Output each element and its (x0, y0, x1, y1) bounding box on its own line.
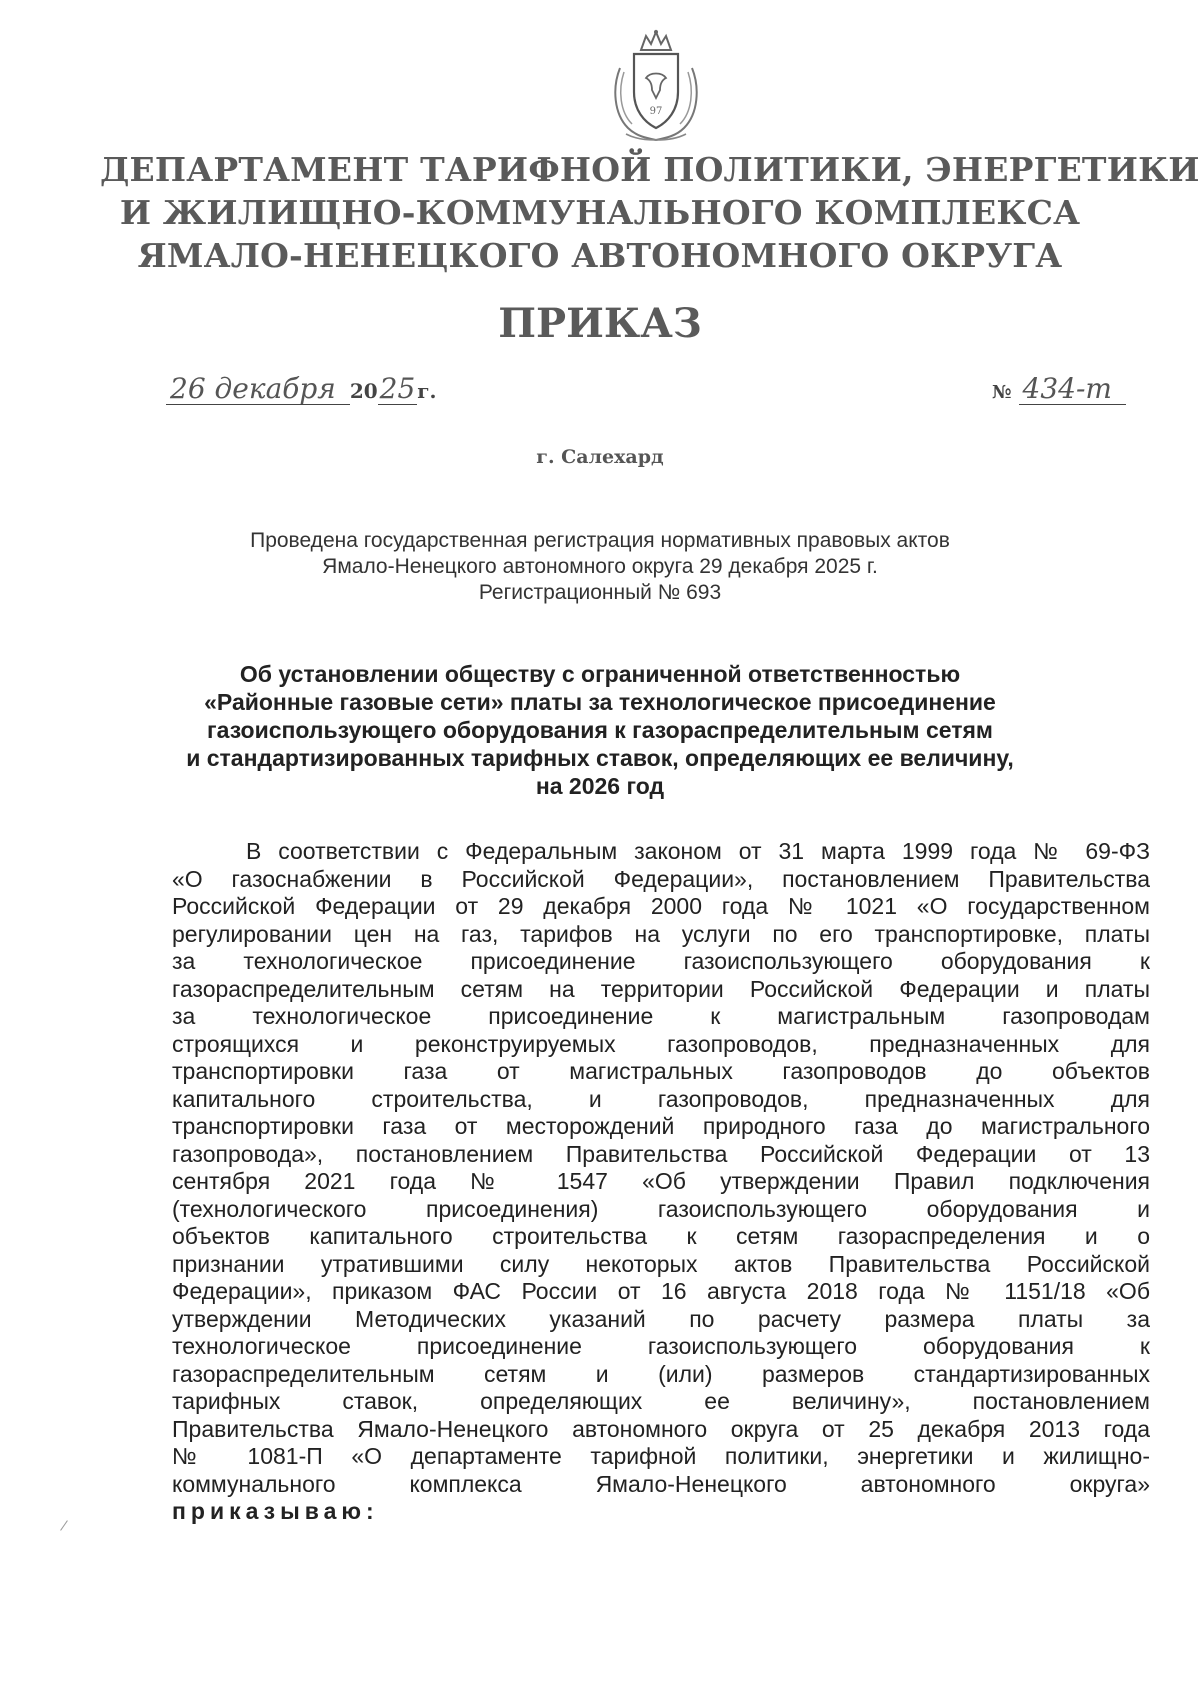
date-number-row (166, 374, 1126, 434)
body-line: транспортировки газа от магистральных газопроводов до объектов (172, 1058, 1150, 1084)
body-line: газопровода», постановлением Правительства Российской Федерации от 13 (172, 1140, 1150, 1167)
subject-line: и стандартизированных тарифных ставок, определяющих ее величину, (186, 745, 1014, 771)
body-line: В соответствии с Федеральным законом от 31 марта 1999 года № 69-ФЗ (246, 838, 1150, 864)
body-line: утверждении Методических указаний по расчету размера платы за (172, 1305, 1150, 1332)
subject-line: газоиспользующего оборудования к газораспределительным сетям (207, 717, 993, 743)
body-line: коммунального комплекса Ямало-Ненецкого автономного округа» (172, 1470, 1150, 1497)
body-line: строящихся и реконструируемых газопроводов, предназначенных для (172, 1030, 1150, 1057)
department-title-line: И ЖИЛИЩНО-КОММУНАЛЬНОГО КОМПЛЕКСА (119, 193, 1081, 232)
body-line: за технологическое присоединение газоиспользующего оборудования к (172, 948, 1150, 974)
scan-artifact (60, 1520, 68, 1530)
date-year-unit: г. (417, 379, 437, 403)
body-line: технологическое присоединение газоиспользующего оборудования к (172, 1333, 1150, 1359)
document-type-heading: ПРИКАЗ (498, 300, 702, 347)
body-line: (технологического присоединения) газоиспользующего оборудования и (172, 1195, 1150, 1222)
body-line: регулировании цен на газ, тарифов на услуги по его транспортировке, платы (172, 920, 1150, 947)
registration-stamp (100, 528, 1100, 606)
body-line: признании утратившими силу некоторых актов Правительства Российской (172, 1250, 1150, 1277)
number-label: № (991, 382, 1012, 403)
order-subject (80, 660, 1120, 800)
order-number (992, 374, 1126, 405)
svg-text:97: 97 (649, 106, 663, 117)
body-line: Правительства Ямало-Ненецкого автономного округа от 25 декабря 2013 года (172, 1415, 1150, 1442)
handwritten-year: 25 (379, 372, 416, 405)
body-line: тарифных ставок, определяющих ее величину», постановлением (172, 1388, 1150, 1414)
date-year-prefix: 20 (349, 379, 378, 403)
department-title (100, 148, 1200, 277)
handwritten-number: 434-т (1019, 374, 1126, 405)
department-title-line: ДЕПАРТАМЕНТ ТАРИФНОЙ ПОЛИТИКИ, ЭНЕРГЕТИКИ (100, 150, 1200, 189)
order-date (166, 374, 437, 405)
body-line: транспортировки газа от месторождений природного газа до магистрального (172, 1113, 1150, 1139)
body-line: Российской Федерации от 29 декабря 2000 года № 1021 «О государственном (172, 893, 1150, 919)
order-directive: приказываю: (172, 1498, 379, 1524)
body-line: «О газоснабжении в Российской Федерации», постановлением Правительства (172, 865, 1150, 892)
coat-of-arms-icon (606, 28, 706, 146)
body-line: № 1081-П «О департаменте тарифной политики, энергетики и жилищно- (172, 1443, 1150, 1469)
body-line: газораспределительным сетям на территории Российской Федерации и платы (172, 975, 1150, 1002)
registration-line: Регистрационный № 693 (478, 581, 722, 604)
registration-line: Ямало-Ненецкого автономного округа 29 декабря 2025 г. (322, 555, 878, 578)
department-title-line: ЯМАЛО-НЕНЕЦКОГО АВТОНОМНОГО ОКРУГА (137, 236, 1063, 275)
registration-line: Проведена государственная регистрация нормативных правовых актов (250, 529, 950, 552)
handwritten-date: 26 декабря (166, 374, 350, 405)
subject-line: Об установлении обществу с ограниченной ответственностью (239, 661, 961, 687)
city-name: г. Салехард (536, 446, 664, 468)
body-line: капитального строительства, и газопроводов, предназначенных для (172, 1085, 1150, 1112)
body-line: объектов капитального строительства к сетям газораспределения и о (172, 1223, 1150, 1249)
subject-line: «Районные газовые сети» платы за технологическое присоединение (204, 689, 996, 715)
subject-line: на 2026 год (535, 773, 665, 799)
body-line: сентября 2021 года № 1547 «Об утверждении Правил подключения (172, 1168, 1150, 1194)
body-line: за технологическое присоединение к магистральным газопроводам (172, 1003, 1150, 1029)
body-line: газораспределительным сетям и (или) размеров стандартизированных (172, 1360, 1150, 1387)
body-line: Федерации», приказом ФАС России от 16 августа 2018 года № 1151/18 «Об (172, 1278, 1150, 1304)
preamble-paragraph (172, 838, 1150, 1526)
